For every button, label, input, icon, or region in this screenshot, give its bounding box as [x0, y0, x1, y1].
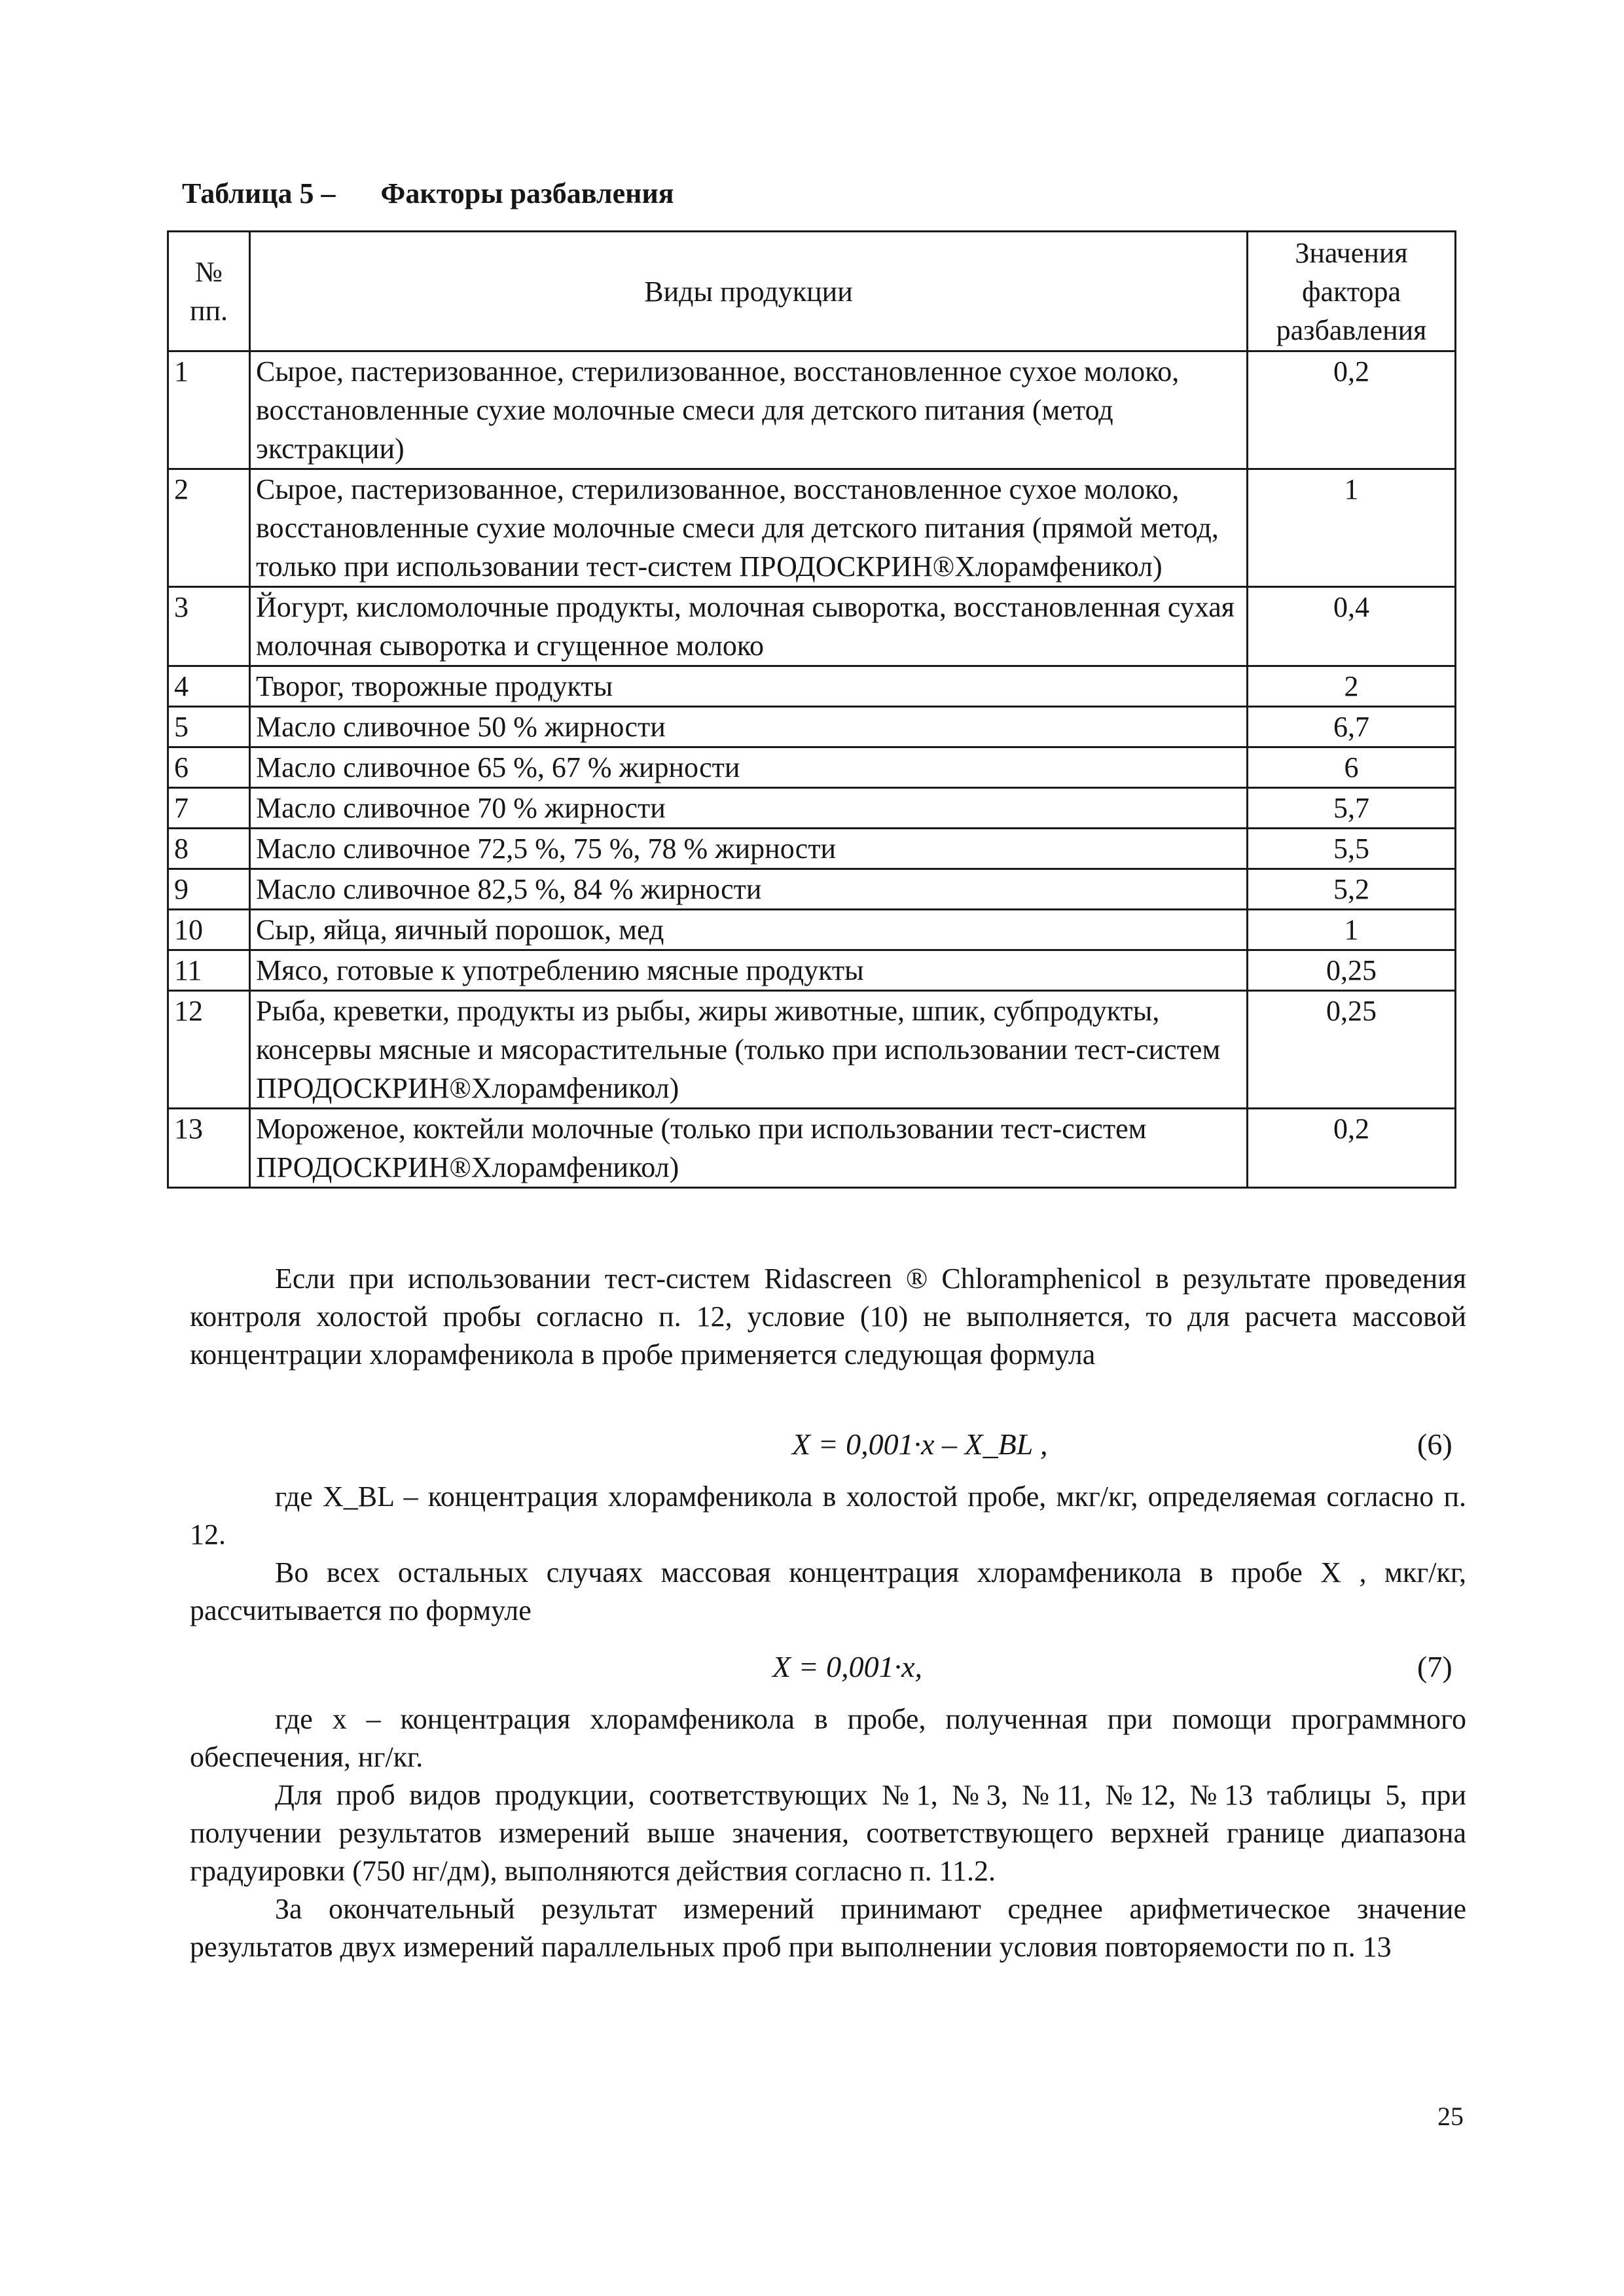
row-number: 2 [168, 469, 250, 587]
row-factor-value: 2 [1248, 666, 1456, 707]
row-product: Йогурт, кисломолочные продукты, молочная сыворотка, восстановленная сухая молочная сыворотка и сгущенное молоко [250, 587, 1248, 666]
table-row [168, 707, 1456, 747]
row-factor-value: 0,2 [1248, 1109, 1456, 1188]
header-product: Виды продукции [250, 232, 1248, 351]
body-text-3 [190, 1700, 1466, 1966]
row-factor-value: 0,4 [1248, 587, 1456, 666]
row-factor-value: 5,7 [1248, 788, 1456, 829]
row-number: 5 [168, 707, 250, 747]
row-number: 12 [168, 991, 250, 1109]
body-text-2 [190, 1478, 1466, 1630]
table-row [168, 991, 1456, 1109]
table-row [168, 747, 1456, 788]
row-product: Масло сливочное 82,5 %, 84 % жирности [250, 869, 1248, 910]
table-row [168, 351, 1456, 469]
table-row [168, 788, 1456, 829]
row-product: Мясо, готовые к употреблению мясные продукты [250, 950, 1248, 991]
row-product: Масло сливочное 50 % жирности [250, 707, 1248, 747]
row-factor-value: 5,2 [1248, 869, 1456, 910]
row-number: 3 [168, 587, 250, 666]
row-product: Сырое, пастеризованное, стерилизованное, восстановленное сухое молоко, восстановленные сухие молочные смеси для детского питания (метод экстракции) [250, 351, 1248, 469]
table-body [168, 351, 1456, 1188]
body-text [190, 1260, 1466, 1374]
row-product: Масло сливочное 65 %, 67 % жирности [250, 747, 1248, 788]
formula-7: X = 0,001·x, [772, 1650, 923, 1683]
row-number: 9 [168, 869, 250, 910]
table-header-row [168, 232, 1456, 351]
row-product: Масло сливочное 72,5 %, 75 %, 78 % жирности [250, 829, 1248, 869]
table-row [168, 587, 1456, 666]
formula-6: X = 0,001·x – X_BL , [792, 1427, 1048, 1461]
page-number: 25 [1437, 2102, 1464, 2131]
row-product: Рыба, креветки, продукты из рыбы, жиры животные, шпик, субпродукты, консервы мясные и мясорастительные (только при использовании тест-систем ПРОДОСКРИН®Хлорамфеникол) [250, 991, 1248, 1109]
row-product: Творог, творожные продукты [250, 666, 1248, 707]
row-factor-value: 1 [1248, 910, 1456, 950]
header-num: № пп. [168, 232, 250, 351]
paragraph-ridascreen: Если при использовании тест-систем Ridascreen ® Chloramphenicol в результате проведения контроля холостой пробы согласно п. 12, условие (10) не выполняется, то для расчета массовой концентрации хлорамфеникола в пробе применяется следующая формула [190, 1263, 1466, 1371]
row-number: 4 [168, 666, 250, 707]
row-number: 10 [168, 910, 250, 950]
row-factor-value: 6,7 [1248, 707, 1456, 747]
row-factor-value: 6 [1248, 747, 1456, 788]
table-row [168, 1109, 1456, 1188]
row-factor-value: 0,25 [1248, 991, 1456, 1109]
paragraph-xbl-definition: где X_BL – концентрация хлорамфеникола в холостой пробе, мкг/кг, определяемая согласно п. 12. [190, 1480, 1466, 1551]
table-caption [182, 177, 674, 210]
table-row [168, 666, 1456, 707]
header-value: Значения фактора разбавления [1248, 232, 1456, 351]
row-product: Масло сливочное 70 % жирности [250, 788, 1248, 829]
formula-6-number: (6) [1417, 1427, 1453, 1461]
table-row [168, 910, 1456, 950]
row-number: 13 [168, 1109, 250, 1188]
formula-7-number: (7) [1417, 1650, 1453, 1683]
dilution-factors-table [167, 230, 1456, 1189]
paragraph-final-result: За окончательный результат измерений принимают среднее арифметическое значение результатов двух измерений параллельных проб при выполнении условия повторяемости по п. 13 [190, 1893, 1466, 1963]
table-row [168, 829, 1456, 869]
table-row [168, 950, 1456, 991]
row-factor-value: 5,5 [1248, 829, 1456, 869]
row-product: Мороженое, коктейли молочные (только при использовании тест-систем ПРОДОСКРИН®Хлорамфеникол) [250, 1109, 1248, 1188]
row-number: 11 [168, 950, 250, 991]
table-row [168, 869, 1456, 910]
row-number: 1 [168, 351, 250, 469]
paragraph-other-cases: Во всех остальных случаях массовая концентрация хлорамфеникола в пробе X , мкг/кг, рассчитывается по формуле [190, 1556, 1466, 1626]
row-number: 8 [168, 829, 250, 869]
row-product: Сыр, яйца, яичный порошок, мед [250, 910, 1248, 950]
row-factor-value: 0,2 [1248, 351, 1456, 469]
table-caption-title: Факторы разбавления [380, 177, 674, 209]
paragraph-x-definition: где x – концентрация хлорамфеникола в пробе, полученная при помощи программного обеспечения, нг/кг. [190, 1703, 1466, 1773]
table-row [168, 469, 1456, 587]
row-factor-value: 0,25 [1248, 950, 1456, 991]
row-factor-value: 1 [1248, 469, 1456, 587]
table-caption-label: Таблица 5 – [182, 177, 336, 209]
row-number: 7 [168, 788, 250, 829]
row-product: Сырое, пастеризованное, стерилизованное, восстановленное сухое молоко, восстановленные сухие молочные смеси для детского питания (прямой метод, только при использовании тест-систем ПРОДОСКРИН®Хлорамфеникол) [250, 469, 1248, 587]
row-number: 6 [168, 747, 250, 788]
paragraph-calibration-range: Для проб видов продукции, соответствующих №1, №3, №11, №12, №13 таблицы 5, при получении результатов измерений выше значения, соответствующего верхней границе диапазона градуировки (750 нг/дм), выполняются действия согласно п. 11.2. [190, 1779, 1466, 1887]
